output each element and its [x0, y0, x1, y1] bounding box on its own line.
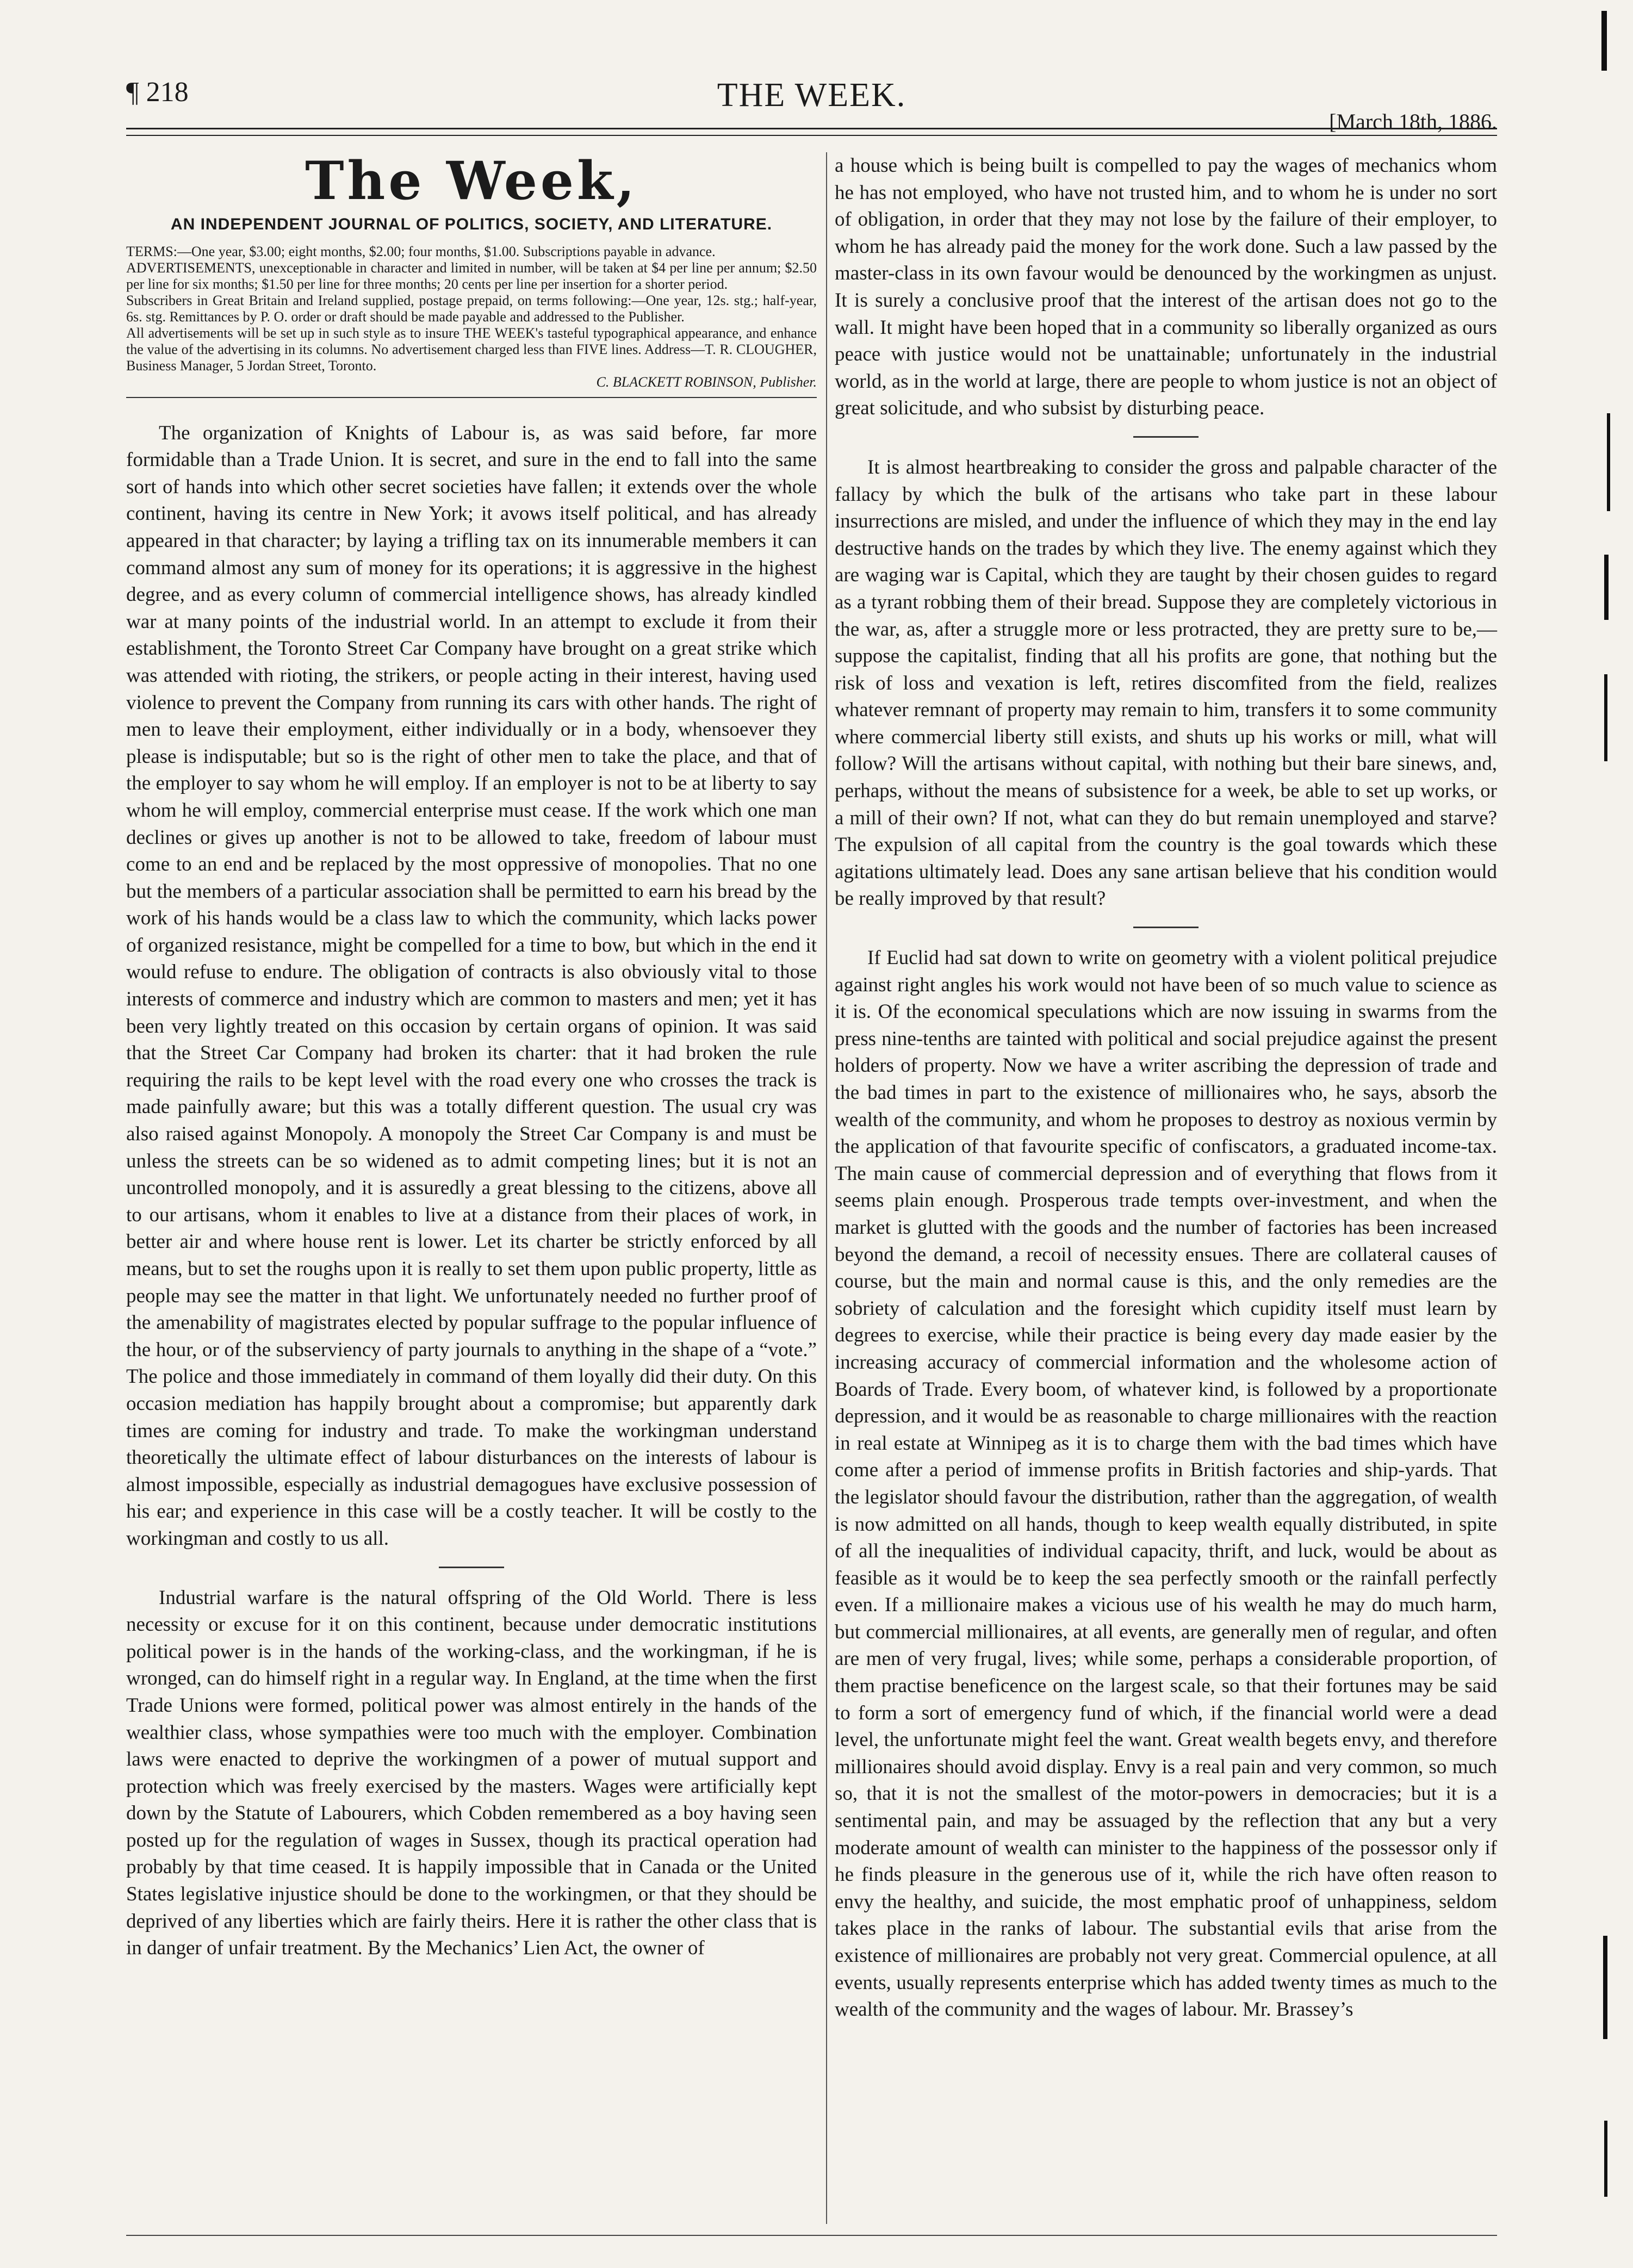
article-industrial-warfare — [126, 1585, 817, 1962]
running-title: THE WEEK. — [717, 77, 906, 114]
column-divider — [826, 152, 827, 2224]
section-separator — [439, 1567, 504, 1568]
scan-margin-mark — [1604, 555, 1609, 620]
page-number: ¶ 218 — [126, 77, 189, 108]
scan-margin-mark — [1607, 413, 1610, 511]
publisher-line: C. BLACKETT ROBINSON, Publisher. — [596, 374, 817, 390]
advertisements-text: ADVERTISEMENTS, unexceptionable in character and limited in number, will be taken at $4 per line per annum; $2.50 per line for six months; $1.50 per line for three months; 20 cents per line per insertion for a shorter period. — [126, 259, 817, 292]
left-column — [126, 152, 817, 1962]
scan-margin-mark — [1604, 2121, 1607, 2197]
masthead-title: The Week, — [305, 150, 638, 212]
header-rule — [126, 128, 1497, 136]
masthead — [126, 152, 817, 234]
masthead-subtitle: AN INDEPENDENT JOURNAL OF POLITICS, SOCIETY, AND LITERATURE. — [170, 215, 773, 233]
article-continuation — [835, 152, 1497, 422]
article-paragraph: a house which is being built is compelled to pay the wages of mechanics whom he has not employed, who have not trusted him, and to whom he is under no sort of obligation, in order that they may not lose by the failure of their employer, to whom he has already paid the money for the work done. Such a law passed by the master-class in its own favour would be denounced by the workingmen as unjust. It is surely a conclusive proof that the interest of the artisan does not go to the wall. It might have been hoped that in a community so liberally organized as ours peace with justice would not be unattainable; unfortunately in the industrial world, as in the world at large, there are people to whom justice is not an object of great solicitude, and who subsist by disturbing peace. — [835, 154, 1497, 420]
subscribers-text: Subscribers in Great Britain and Ireland supplied, postage prepaid, on terms following:—One year, 12s. stg.; half-year, 6s. stg. Remittances by P. O. order or draft should be made payable and addressed to the Publisher. — [126, 292, 817, 325]
scan-margin-mark — [1603, 1936, 1607, 2039]
terms-box — [126, 244, 817, 398]
terms-text: TERMS:—One year, $3.00; eight months, $2.00; four months, $1.00. Subscriptions payable in advance. — [126, 243, 716, 259]
scan-margin-mark — [1604, 674, 1607, 761]
article-paragraph: It is almost heartbreaking to consider the gross and palpable character of the fallacy by which the bulk of the artisans who take part in these labour insurrections are misled, and under the influence of which they may in the end lay destructive hands on the trades by which they live. The enemy against which they are waging war is Capital, which they are taught by their chosen guides to regard as a tyrant robbing them of their bread. Suppose they are completely victorious in the war, as, after a struggle more or less protracted, they are pretty sure to be,—suppose the capitalist, finding that all his profits are gone, that nothing but the risk of loss and vexation is left, retires discomfited from the field, realizes whatever remnant of property may remain to him, transfers it to some community where commercial liberty still exists, and shuts up his works or mill, what will follow? Will the artisans without capital, with nothing but their bare sinews, and, perhaps, without the means of subsistence for a week, be able to set up works, or a mill of their own? If not, what can they do but remain unemployed and starve? The expulsion of all capital from the country is the goal towards which these agitations ultimately lead. Does any sane artisan believe that his condition would be really improved by that result? — [835, 456, 1497, 910]
article-knights-of-labour — [126, 420, 817, 1552]
issue-date: [March 18th, 1886. — [1329, 109, 1497, 134]
section-separator — [1133, 927, 1199, 928]
bottom-rule — [126, 2235, 1497, 2236]
article-millionaires — [835, 945, 1497, 2023]
article-paragraph: If Euclid had sat down to write on geometry with a violent political prejudice against right angles his work would not have been of so much value to science as it is. Of the economical speculations which are now issuing in swarms from the press nine-tenths are tainted with political and social prejudice against the present holders of property. Now we have a writer ascribing the depression of trade and the bad times in part to the existence of millionaires who, he says, absorb the wealth of the community, and whom he proposes to destroy as noxious vermin by the application of that favourite specific of confiscators, a graduated income-tax. The main cause of commercial depression and of everything that flows from it seems plain enough. Prosperous trade tempts over-investment, and when the market is glutted with the goods and the number of factories has been increased beyond the demand, a recoil of necessity ensues. There are collateral causes of course, but the main and normal cause is this, and the only remedies are the sobriety of calculation and the foresight which cupidity itself must learn by degrees to exercise, while their practice is being every day made easier by the increasing accuracy of commercial information and the wholesome action of Boards of Trade. Every boom, of whatever kind, is followed by a proportionate depression, and it would be as reasonable to charge millionaires with the reaction in real estate at Winnipeg as it is to charge them with the bad times which have come after a period of immense profits in British factories and ship-yards. That the legislator should favour the distribution, rather than the aggregation, of wealth is now admitted on all hands, though to keep wealth equally distributed, in spite of all the inequalities of individual capacity, thrift, and luck, would be about as feasible as it would be to keep the sea perfectly smooth or the rainfall perfectly even. If a millionaire makes a vicious use of his wealth he may do much harm, but commercial millionaires, at all events, are generally men of regular, and often are men of very frugal, lives; while some, perhaps a considerable proportion, of them practise beneficence on the largest scale, so that their fortunes may be said to form a sort of emergency fund of which, if the financial world were a dead level, the unfortunate might feel the want. Great wealth begets envy, and therefore millionaires should avoid display. Envy is a real pain and very common, so much so, that it is not the smallest of the motor-powers in democracies; but it is a sentimental pain, and may be assuaged by the reflection that any but a very moderate amount of wealth can minister to the happiness of the possessor only if he finds pleasure in the generous use of it, while the rich have often reason to envy the healthy, and suicide, the most emphatic proof of unhappiness, seldom takes place in the ranks of labour. The substantial evils that arise from the existence of millionaires are probably not very great. Commercial opulence, at all events, usually represents enterprise which has added twenty times as much to the wealth of the community and the wages of labour. Mr. Brassey’s — [835, 947, 1497, 2021]
scan-margin-mark — [1601, 11, 1607, 71]
right-column — [835, 152, 1497, 2023]
all-ads-text: All advertisements will be set up in such style as to insure THE WEEK's tasteful typographical appearance, and enhance the value of the advertising in its columns. No advertisement charged less than FIVE lines. Address—T. R. CLOUGHER, Business Manager, 5 Jordan Street, Toronto. — [126, 325, 817, 374]
section-separator — [1133, 436, 1199, 438]
article-capital-fallacy — [835, 454, 1497, 912]
page-header — [126, 71, 1497, 136]
article-paragraph: Industrial warfare is the natural offspring of the Old World. There is less necessity or excuse for it on this continent, because under democratic institutions political power is in the hands of the working-class, and the workingman, if he is wronged, can do himself right in a regular way. In England, at the time when the first Trade Unions were formed, political power was almost entirely in the hands of the wealthier class, whose sympathies were too much with the employer. Combination laws were enacted to deprive the workingmen of a power of mutual support and protection which was freely exercised by the masters. Wages were artificially kept down by the Statute of Labourers, which Cobden remembered as a boy having seen posted up for the regulation of wages in Sussex, though its practical operation had probably by that time ceased. It is happily impossible that in Canada or the United States legislative injustice should be done to the workingmen, or that they should be deprived of any liberties which are fairly theirs. Here it is rather the other class that is in danger of unfair treatment. By the Mechanics’ Lien Act, the owner of — [126, 1586, 817, 1960]
article-paragraph: The organization of Knights of Labour is, as was said before, far more formidable than a Trade Union. It is secret, and sure in the end to fall into the same sort of hands into which other secret societies have fallen; it extends over the whole continent, having its centre in New York; it avows itself political, and has already appeared in that character; by laying a trifling tax on its innumerable members it can command almost any sum of money for its operations; it is aggressive in the highest degree, and as every column of commercial intelligence shows, has already kindled war at many points of the industrial world. In an attempt to exclude it from their establishment, the Toronto Street Car Company have brought on a great strike which was attended with rioting, the strikers, or people acting in their interest, having used violence to prevent the Company from running its cars with other hands. The right of men to leave their employment, either individually or in a body, whensoever they please is indisputable; but so is the right of other men to take the place, and that of the employer to say whom he will employ. If an employer is not to be at liberty to say whom he will employ, commercial enterprise must cease. If the work which one man declines or gives up another is not to be allowed to take, freedom of labour must come to an end and be replaced by the most oppressive of monopolies. That no one but the members of a particular association shall be permitted to earn his bread by the work of his hands would be a class law to which the community, which lacks power of organized resistance, might be compelled for a time to bow, but which in the end it would refuse to endure. The obligation of contracts is also obviously vital to those interests of commerce and industry which are common to masters and men; yet it has been very lightly treated on this occasion by certain organs of opinion. It was said that the Street Car Company had broken its charter: that it had broken the rule requiring the rails to be kept level with the road every one who crosses the track is made painfully aware; but this was a totally different question. The usual cry was also raised against Monopoly. A monopoly the Street Car Company is and must be unless the streets can be so widened as to admit competing lines; but it is not an uncontrolled monopoly, and it is assuredly a great blessing to the citizens, above all to our artisans, whom it enables to live at a distance from their places of work, in better air and where house rent is lower. Let its charter be strictly enforced by all means, but to set the roughs upon it is really to set them upon public property, little as people may see the matter in that light. We unfortunately needed no further proof of the amenability of magistrates elected by popular suffrage to the popular influence of the hour, or of the subserviency of party journals to anything in the shape of a “vote.” The police and those immediately in command of them loyally did their duty. On this occasion mediation has happily brought about a compromise; but apparently dark times are coming for industry and trade. To make the workingman understand theoretically the ultimate effect of labour disturbances on the interests of labour is almost impossible, especially as industrial demagogues have exclusive possession of his ear; and experience in this case will be a costly teacher. It will be costly to the workingman and costly to us all. — [126, 421, 817, 1550]
